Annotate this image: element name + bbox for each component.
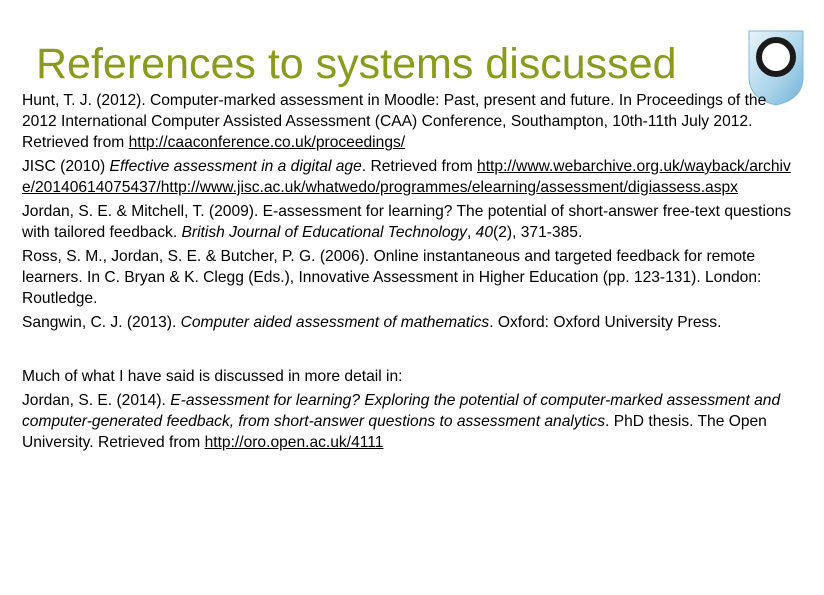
reference-jisc-retrieved: . Retrieved from: [361, 158, 478, 175]
reference-sangwin-publisher: . Oxford: Oxford University Press.: [489, 314, 722, 331]
reference-sangwin-title: Computer aided assessment of mathematics: [180, 314, 490, 331]
reference-jordan-thesis-details: . PhD thesis. The Open University. Retrieved from: [22, 413, 767, 451]
reference-hunt-text: Hunt, T. J. (2012). Computer-marked assessment in Moodle: Past, present and future. In Proceedings of the 2012 International Computer Assisted Assessment (CAA) Conference, Southampton, 10th-11th July 2012. Retrieved from: [22, 92, 767, 151]
reference-sangwin: [22, 312, 802, 333]
reference-ross: [22, 246, 802, 309]
reference-jordan-mitchell-journal: British Journal of Educational Technology: [181, 224, 467, 241]
reference-jordan-mitchell-pages: (2), 371-385.: [493, 224, 583, 241]
references-body: [22, 90, 802, 456]
reference-ross-text: Ross, S. M., Jordan, S. E. & Butcher, P. G. (2006). Online instantaneous and targeted feedback for remote learners. In C. Bryan & K. Clegg (Eds.), Innovative Assessment in Higher Education (pp. 123-131). London: Routledge.: [22, 248, 762, 307]
slide-title: References to systems discussed: [36, 40, 677, 88]
reference-jordan-thesis-link[interactable]: http://oro.open.ac.uk/4111: [204, 434, 384, 451]
reference-jisc-link[interactable]: http://www.webarchive.org.uk/wayback/archive/20140614075437/http://www.jisc.ac.uk/whatwedo/programmes/elearning/assessment/digiassess.aspx: [22, 158, 791, 196]
reference-jordan-thesis: [22, 390, 802, 453]
more-detail-intro: Much of what I have said is discussed in more detail in:: [22, 368, 403, 385]
reference-jordan-thesis-title: E-assessment for learning? Exploring the potential of computer-marked assessment and computer-generated feedback, from short-answer questions to assessment analytics: [22, 392, 781, 430]
reference-jordan-mitchell-text: Jordan, S. E. & Mitchell, T. (2009). E-assessment for learning? The potential of short-answer free-text questions with tailored feedback.: [22, 203, 792, 241]
reference-jordan-mitchell-sep: ,: [466, 224, 476, 241]
reference-jordan-thesis-author: Jordan, S. E. (2014).: [22, 392, 171, 409]
reference-hunt: [22, 90, 802, 153]
reference-jordan-mitchell: [22, 201, 802, 243]
reference-jisc-title: Effective assessment in a digital age: [109, 158, 362, 175]
reference-sangwin-author: Sangwin, C. J. (2013).: [22, 314, 181, 331]
reference-jisc-author: JISC (2010): [22, 158, 110, 175]
spacer: [22, 336, 802, 366]
reference-jisc: [22, 156, 802, 198]
reference-jordan-mitchell-volume: 40: [475, 224, 494, 241]
reference-hunt-link[interactable]: http://caaconference.co.uk/proceedings/: [128, 134, 406, 151]
